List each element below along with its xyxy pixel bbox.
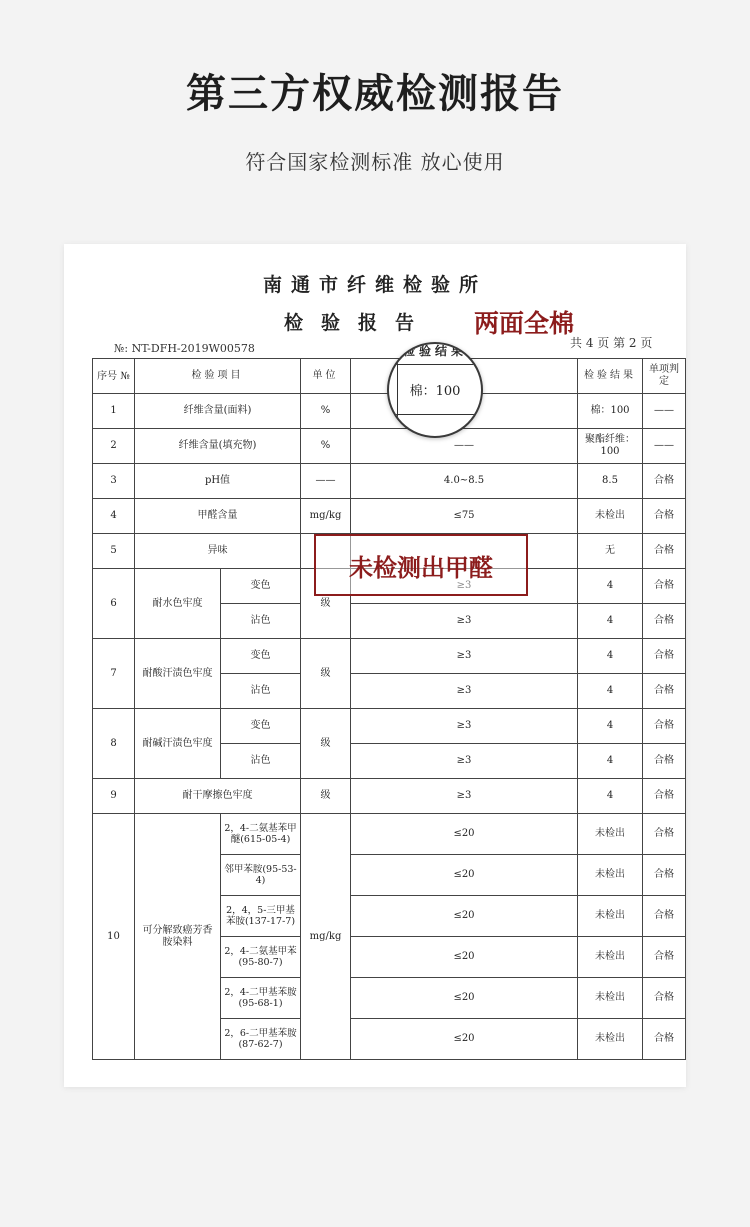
row-result: 未检出 xyxy=(578,978,643,1019)
row-judgement: 合格 xyxy=(643,814,686,855)
row-standard: ≥3 xyxy=(351,674,578,709)
magnifier-lens xyxy=(387,342,483,438)
report-title: 检验报告 xyxy=(284,312,433,334)
row-standard: ≥3 xyxy=(351,569,578,604)
cotton-tag: 两面全棉 xyxy=(474,309,575,338)
row-judgement: 合格 xyxy=(643,779,686,814)
table-row xyxy=(93,779,686,814)
row-item: 耐干摩擦色牢度 xyxy=(135,779,301,814)
col-header-no: 序号 № xyxy=(93,359,135,394)
row-judgement: 合格 xyxy=(643,709,686,744)
row-item: 甲醛含量 xyxy=(135,499,301,534)
row-judgement: 合格 xyxy=(643,534,686,569)
row-sub-item: 沾色 xyxy=(221,674,301,709)
row-judgement: 合格 xyxy=(643,978,686,1019)
col-header-result: 检验结果 xyxy=(578,359,643,394)
row-result: 4 xyxy=(578,569,643,604)
row-result: 4 xyxy=(578,779,643,814)
row-sub-item: 变色 xyxy=(221,709,301,744)
row-standard: ≤20 xyxy=(351,814,578,855)
row-judgement: 合格 xyxy=(643,604,686,639)
row-sub-item: 2，4-二氨基苯甲醚(615-05-4) xyxy=(221,814,301,855)
row-standard: —— xyxy=(351,429,578,464)
report-document xyxy=(64,244,686,1087)
row-unit: —— xyxy=(301,464,351,499)
row-standard: ≥3 xyxy=(351,604,578,639)
row-item: 耐酸汗渍色牢度 xyxy=(135,639,221,709)
row-unit: % xyxy=(301,429,351,464)
row-unit: 级 xyxy=(301,709,351,779)
row-judgement: 合格 xyxy=(643,896,686,937)
row-standard: ≥3 xyxy=(351,779,578,814)
report-number: №: NT-DFH-2019W00578 xyxy=(114,342,255,355)
page-subheadline: 符合国家检测标准 放心使用 xyxy=(245,150,505,174)
row-judgement: 合格 xyxy=(643,674,686,709)
row-unit: mg/kg xyxy=(301,499,351,534)
magnifier-header: 检验结果 xyxy=(402,344,467,358)
col-header-judgement: 单项判定 xyxy=(643,359,686,394)
row-result: 4 xyxy=(578,604,643,639)
table-row xyxy=(93,814,686,855)
row-unit: 级 xyxy=(301,639,351,709)
row-item: 耐水色牢度 xyxy=(135,569,221,639)
row-sub-item: 沾色 xyxy=(221,744,301,779)
row-no: 9 xyxy=(93,779,135,814)
row-judgement: 合格 xyxy=(643,855,686,896)
row-judgement: 合格 xyxy=(643,639,686,674)
row-sub-item: 变色 xyxy=(221,569,301,604)
row-unit: % xyxy=(301,394,351,429)
row-sub-item: 变色 xyxy=(221,639,301,674)
row-sub-item: 沾色 xyxy=(221,604,301,639)
table-row xyxy=(93,464,686,499)
row-no: 1 xyxy=(93,394,135,429)
formaldehyde-stamp xyxy=(314,534,528,596)
row-result: 4 xyxy=(578,744,643,779)
row-standard: ≤20 xyxy=(351,978,578,1019)
formaldehyde-stamp-text: 未检测出甲醛 xyxy=(349,554,493,582)
row-no: 6 xyxy=(93,569,135,639)
row-result: 聚酯纤维：100 xyxy=(578,429,643,464)
row-no: 7 xyxy=(93,639,135,709)
row-sub-item: 2，4，5-三甲基苯胺(137-17-7) xyxy=(221,896,301,937)
row-unit: 级 xyxy=(301,779,351,814)
row-item: pH值 xyxy=(135,464,301,499)
row-judgement: 合格 xyxy=(643,937,686,978)
row-result: 未检出 xyxy=(578,855,643,896)
row-sub-item: 邻甲苯胺(95-53-4) xyxy=(221,855,301,896)
row-judgement: 合格 xyxy=(643,464,686,499)
row-result: 8.5 xyxy=(578,464,643,499)
row-judgement: 合格 xyxy=(643,499,686,534)
page-info: 共 4 页 第 2 页 xyxy=(570,336,653,350)
row-result: 未检出 xyxy=(578,896,643,937)
row-result: 未检出 xyxy=(578,937,643,978)
row-item: 纤维含量(填充物) xyxy=(135,429,301,464)
row-judgement: 合格 xyxy=(643,744,686,779)
row-result: 未检出 xyxy=(578,499,643,534)
row-result: 未检出 xyxy=(578,1019,643,1060)
row-item: 耐碱汗渍色牢度 xyxy=(135,709,221,779)
row-item: 纤维含量(面料) xyxy=(135,394,301,429)
table-row xyxy=(93,709,686,744)
table-row xyxy=(93,429,686,464)
row-standard: ≤20 xyxy=(351,896,578,937)
row-judgement: —— xyxy=(643,394,686,429)
row-sub-item: 2，4-二氨基甲苯(95-80-7) xyxy=(221,937,301,978)
test-results-table xyxy=(92,358,686,1060)
row-no: 2 xyxy=(93,429,135,464)
row-sub-item: 2，6-二甲基苯胺(87-62-7) xyxy=(221,1019,301,1060)
row-judgement: —— xyxy=(643,429,686,464)
row-standard: ≤75 xyxy=(351,499,578,534)
row-standard: ≤20 xyxy=(351,937,578,978)
row-sub-item: 2，4-二甲基苯胺(95-68-1) xyxy=(221,978,301,1019)
row-result: 4 xyxy=(578,639,643,674)
row-standard: ≥3 xyxy=(351,639,578,674)
page-headline: 第三方权威检测报告 xyxy=(186,71,564,117)
institution-name: 南通市纤维检验所 xyxy=(262,274,487,296)
row-standard: ≥3 xyxy=(351,709,578,744)
magnifier-value: 棉：100 xyxy=(409,384,461,399)
row-unit: 级 xyxy=(301,569,351,639)
col-header-unit: 单位 xyxy=(301,359,351,394)
row-judgement: 合格 xyxy=(643,569,686,604)
row-no: 3 xyxy=(93,464,135,499)
col-header-item: 检验项目 xyxy=(135,359,301,394)
row-unit: mg/kg xyxy=(301,814,351,1060)
row-no: 5 xyxy=(93,534,135,569)
row-no: 8 xyxy=(93,709,135,779)
row-result: 无 xyxy=(578,534,643,569)
row-item: 异味 xyxy=(135,534,301,569)
table-row xyxy=(93,499,686,534)
table-row xyxy=(93,639,686,674)
row-result: 4 xyxy=(578,709,643,744)
row-result: 棉：100 xyxy=(578,394,643,429)
row-no: 4 xyxy=(93,499,135,534)
row-no: 10 xyxy=(93,814,135,1060)
row-result: 未检出 xyxy=(578,814,643,855)
row-judgement: 合格 xyxy=(643,1019,686,1060)
row-standard: ≤20 xyxy=(351,855,578,896)
row-item: 可分解致癌芳香胺染料 xyxy=(135,814,221,1060)
row-standard: ≤20 xyxy=(351,1019,578,1060)
row-standard: 4.0~8.5 xyxy=(351,464,578,499)
row-result: 4 xyxy=(578,674,643,709)
row-standard: ≥3 xyxy=(351,744,578,779)
